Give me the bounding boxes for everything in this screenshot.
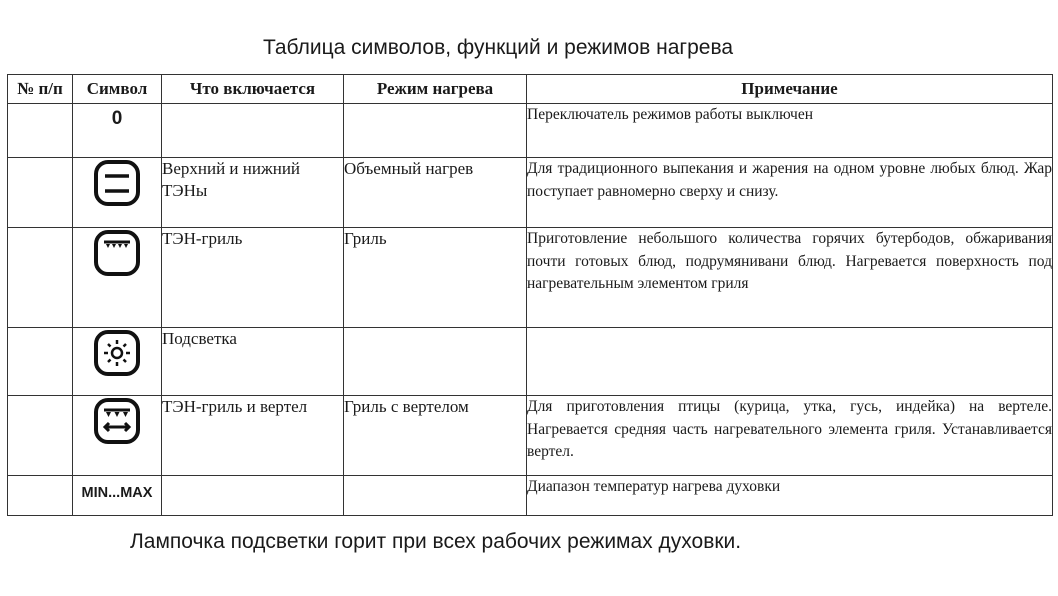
row-mode: Гриль с вертелом [344, 396, 527, 476]
row-num [8, 396, 73, 476]
row-note: Переключатель режимов работы выключен [527, 104, 1053, 158]
row-note: Для традиционного выпекания и жарения на одном уровне любых блюд. Жар поступает равномерно сверху и снизу. [527, 158, 1053, 228]
row-symbol [73, 228, 162, 328]
table-row [8, 228, 1053, 328]
row-what [162, 104, 344, 158]
row-symbol [73, 328, 162, 396]
row-what: ТЭН-гриль [162, 228, 344, 328]
table-header-row [8, 75, 1053, 104]
grill-rotisserie-icon [92, 396, 142, 446]
header-num: № п/п [8, 75, 73, 104]
row-note: Приготовление небольшого количества горячих бутербодов, обжаривания почти готовых блюд, подрумянивани блюд. Нагревается поверхность под нагревательным элементом гриля [527, 228, 1053, 328]
footer-note: Лампочка подсветки горит при всех рабочих режимах духовки. [130, 530, 742, 553]
row-mode: Объемный нагрев [344, 158, 527, 228]
oven-light-icon [92, 328, 142, 378]
table-row [8, 328, 1053, 396]
header-what: Что включается [162, 75, 344, 104]
grill-icon [92, 228, 142, 278]
top-bottom-heat-icon [92, 158, 142, 208]
row-note: Диапазон температур нагрева духовки [527, 476, 1053, 516]
symbols-table [7, 74, 1053, 516]
header-note: Примечание [527, 75, 1053, 104]
row-mode: Гриль [344, 228, 527, 328]
table-row [8, 396, 1053, 476]
row-symbol [73, 104, 162, 158]
row-num [8, 104, 73, 158]
row-note: Для приготовления птицы (курица, утка, гусь, индейка) на вертеле. Нагревается средняя часть нагревательного элемента гриля. Устанавливается вертел. [527, 396, 1053, 476]
symbol-minmax-text: MIN...MAX [81, 485, 153, 501]
row-what: ТЭН-гриль и вертел [162, 396, 344, 476]
row-mode [344, 328, 527, 396]
row-num [8, 228, 73, 328]
table-title-text: Таблица символов, функций и режимов нагрева [262, 36, 734, 59]
table-row [8, 476, 1053, 516]
row-symbol [73, 158, 162, 228]
header-symbol: Символ [73, 75, 162, 104]
row-symbol [73, 396, 162, 476]
table-row [8, 104, 1053, 158]
row-what: Верхний и нижний ТЭНы [162, 158, 344, 228]
row-what: Подсветка [162, 328, 344, 396]
row-mode [344, 476, 527, 516]
row-symbol [73, 476, 162, 516]
table-row [8, 158, 1053, 228]
table-title [0, 36, 1058, 60]
row-num [8, 476, 73, 516]
row-mode [344, 104, 527, 158]
row-what [162, 476, 344, 516]
header-mode: Режим нагрева [344, 75, 527, 104]
symbol-off-text: 0 [111, 108, 123, 129]
row-num [8, 158, 73, 228]
row-note [527, 328, 1053, 396]
row-num [8, 328, 73, 396]
